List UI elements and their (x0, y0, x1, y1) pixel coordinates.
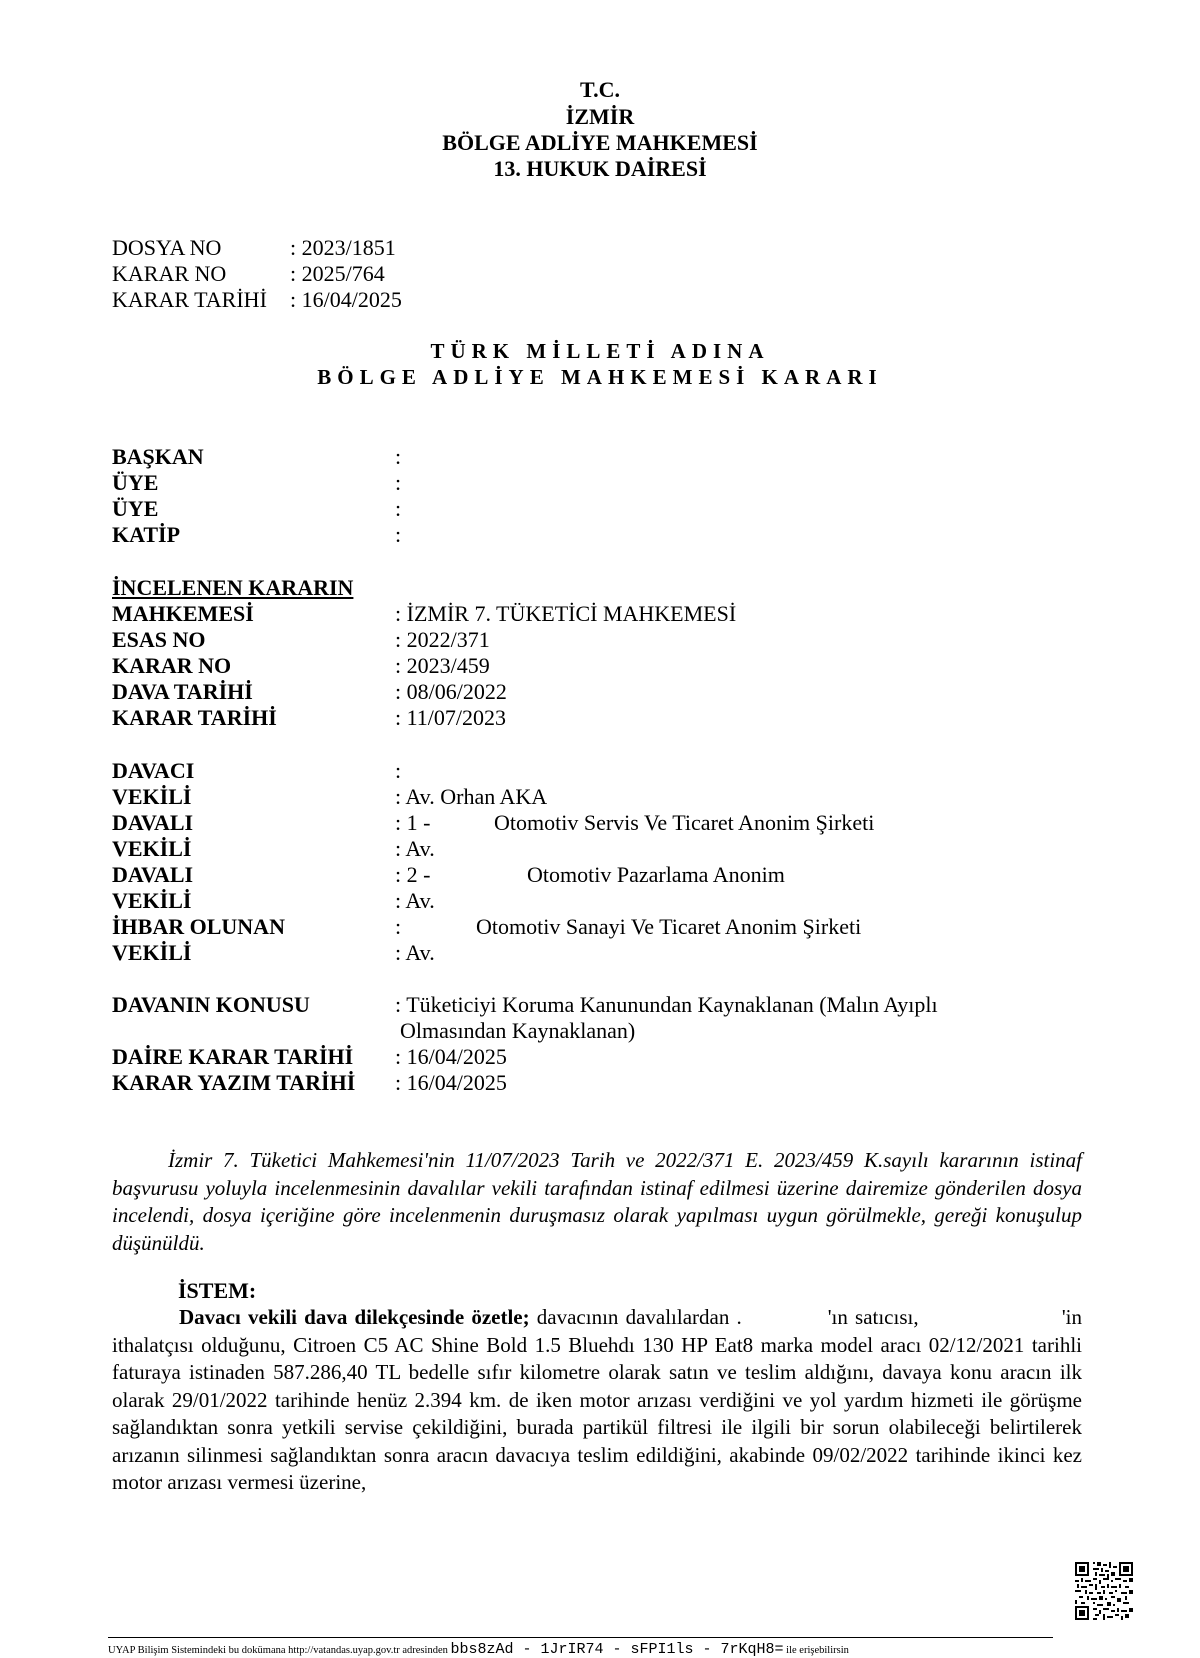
party-value: : (395, 914, 402, 939)
reviewed-value: : 08/06/2022 (395, 679, 507, 704)
panel-value: : (395, 470, 402, 495)
subject-value-line2: Olmasından Kaynaklanan) (400, 1018, 636, 1043)
reviewed-label: DAVA TARİHİ (112, 679, 253, 704)
istem-paragraph (112, 1304, 1088, 1497)
party-label: DAVALI (112, 862, 194, 887)
party-label: VEKİLİ (112, 888, 192, 913)
footer-suffix: ile erişebilirsin (786, 1645, 849, 1656)
party-label: VEKİLİ (112, 940, 192, 965)
footer-prefix: UYAP Bilişim Sistemindeki bu dokümana http://vatandas.uyap.gov.tr adresinden (108, 1645, 448, 1656)
party-value: : 2 - (395, 862, 431, 887)
footer-code: bbs8zAd - 1JrIR74 - sFPI1ls - 7rKqH8= (450, 1641, 784, 1658)
footer (108, 1641, 849, 1658)
party-label: İHBAR OLUNAN (112, 914, 285, 939)
party-value: : (395, 758, 402, 783)
panel-label: ÜYE (112, 470, 159, 495)
date-value: : 16/04/2025 (395, 1070, 507, 1095)
reviewed-value: : 2022/371 (395, 627, 490, 652)
panel-value: : (395, 496, 402, 521)
file-info-value: : 2025/764 (290, 261, 385, 286)
panel-value: : (395, 522, 402, 547)
istem-lead: Davacı vekili dava dilekçesinde özetle; (179, 1305, 530, 1329)
panel-label: ÜYE (112, 496, 159, 521)
footer-divider (108, 1637, 1053, 1638)
file-info-label: KARAR TARİHİ (112, 287, 267, 312)
party-value: : 1 - (395, 810, 431, 835)
party-label: VEKİLİ (112, 836, 192, 861)
party-value: : Av. (395, 836, 435, 861)
istem-text: davacının davalılardan . 'ın satıcısı, 'in ithalatçısı olduğunu, Citroen C5 AC Shine Bold 1.5 Bluehdı 130 HP Eat8 marka model aracı 02/12/2021 tarihli faturaya istinaden 587.286,40 TL bedelle sıfır kilometre olarak satın ve teslim aldığını, davaya konu aracın ilk olarak 29/01/2022 tarihinde henüz 2.394 km. de iken motor arızası verdiğini ve yol yardım hizmeti ile görüşme sağlandıktan sonra yetkili servise çekildiğini, burada partikül filtresi ile ilgili bir sorun olabileceği belirtilerek arızanın silinmesi sağlandıktan sonra aracın davacıya teslim edildiğini, akabinde 09/02/2022 tarihinde ikinci kez motor arızası vermesi üzerine, (112, 1305, 1088, 1494)
panel-label: BAŞKAN (112, 444, 204, 469)
header-court: BÖLGE ADLİYE MAHKEMESİ (442, 130, 758, 155)
title-line2 (0, 364, 1200, 390)
date-label: DAİRE KARAR TARİHİ (112, 1044, 354, 1069)
party-label: DAVACI (112, 758, 195, 783)
party-name: Otomotiv Sanayi Ve Ticaret Anonim Şirketi (476, 914, 862, 939)
header-tc: T.C. (580, 77, 620, 102)
party-name: Otomotiv Pazarlama Anonim (527, 862, 785, 887)
title-line1-text: TÜRK MİLLETİ ADINA (430, 339, 770, 363)
party-value: : Av. (395, 888, 435, 913)
date-value: : 16/04/2025 (395, 1044, 507, 1069)
istem-heading: İSTEM: (178, 1278, 257, 1303)
reviewed-label: MAHKEMESİ (112, 601, 254, 626)
reviewed-heading: İNCELENEN KARARIN (112, 575, 354, 600)
reviewed-value: : 11/07/2023 (395, 705, 507, 730)
panel-value: : (395, 444, 402, 469)
file-info-label: DOSYA NO (112, 235, 222, 260)
reviewed-label: KARAR TARİHİ (112, 705, 277, 730)
party-name: Otomotiv Servis Ve Ticaret Anonim Şirketi (494, 810, 875, 835)
date-label: KARAR YAZIM TARİHİ (112, 1070, 356, 1095)
party-value: : Av. (395, 940, 435, 965)
reviewed-label: KARAR NO (112, 653, 232, 678)
subject-value-line1: : Tüketiciyi Koruma Kanunundan Kaynaklanan (Malın Ayıplı (395, 992, 938, 1017)
file-info-value: : 16/04/2025 (290, 287, 402, 312)
party-label: DAVALI (112, 810, 194, 835)
intro-paragraph: İzmir 7. Tüketici Mahkemesi'nin 11/07/2023 Tarih ve 2022/371 E. 2023/459 K.sayılı kararının istinaf başvurusu yoluyla incelenmesinin davalılar vekili tarafından istinaf edilmesi üzerine dairemize gönderilen dosya incelendi, dosya içeriğine göre incelenmenin duruşmasız olarak yapılması uygun görülmekle, gereği konuşulup düşünüldü. (112, 1148, 1082, 1255)
reviewed-value: : 2023/459 (395, 653, 490, 678)
party-value: : Av. Orhan AKA (395, 784, 548, 809)
subject-label: DAVANIN KONUSU (112, 992, 310, 1017)
title-line1 (0, 338, 1200, 364)
file-info-label: KARAR NO (112, 261, 227, 286)
reviewed-value: : İZMİR 7. TÜKETİCİ MAHKEMESİ (395, 601, 737, 626)
header-chamber: 13. HUKUK DAİRESİ (493, 156, 707, 181)
party-label: VEKİLİ (112, 784, 192, 809)
panel-label: KATİP (112, 522, 181, 547)
title-line2-text: BÖLGE ADLİYE MAHKEMESİ KARARI (317, 365, 883, 389)
file-info-value: : 2023/1851 (290, 235, 396, 260)
header-city: İZMİR (565, 104, 635, 129)
reviewed-label: ESAS NO (112, 627, 206, 652)
qr-code-icon (1075, 1562, 1133, 1620)
